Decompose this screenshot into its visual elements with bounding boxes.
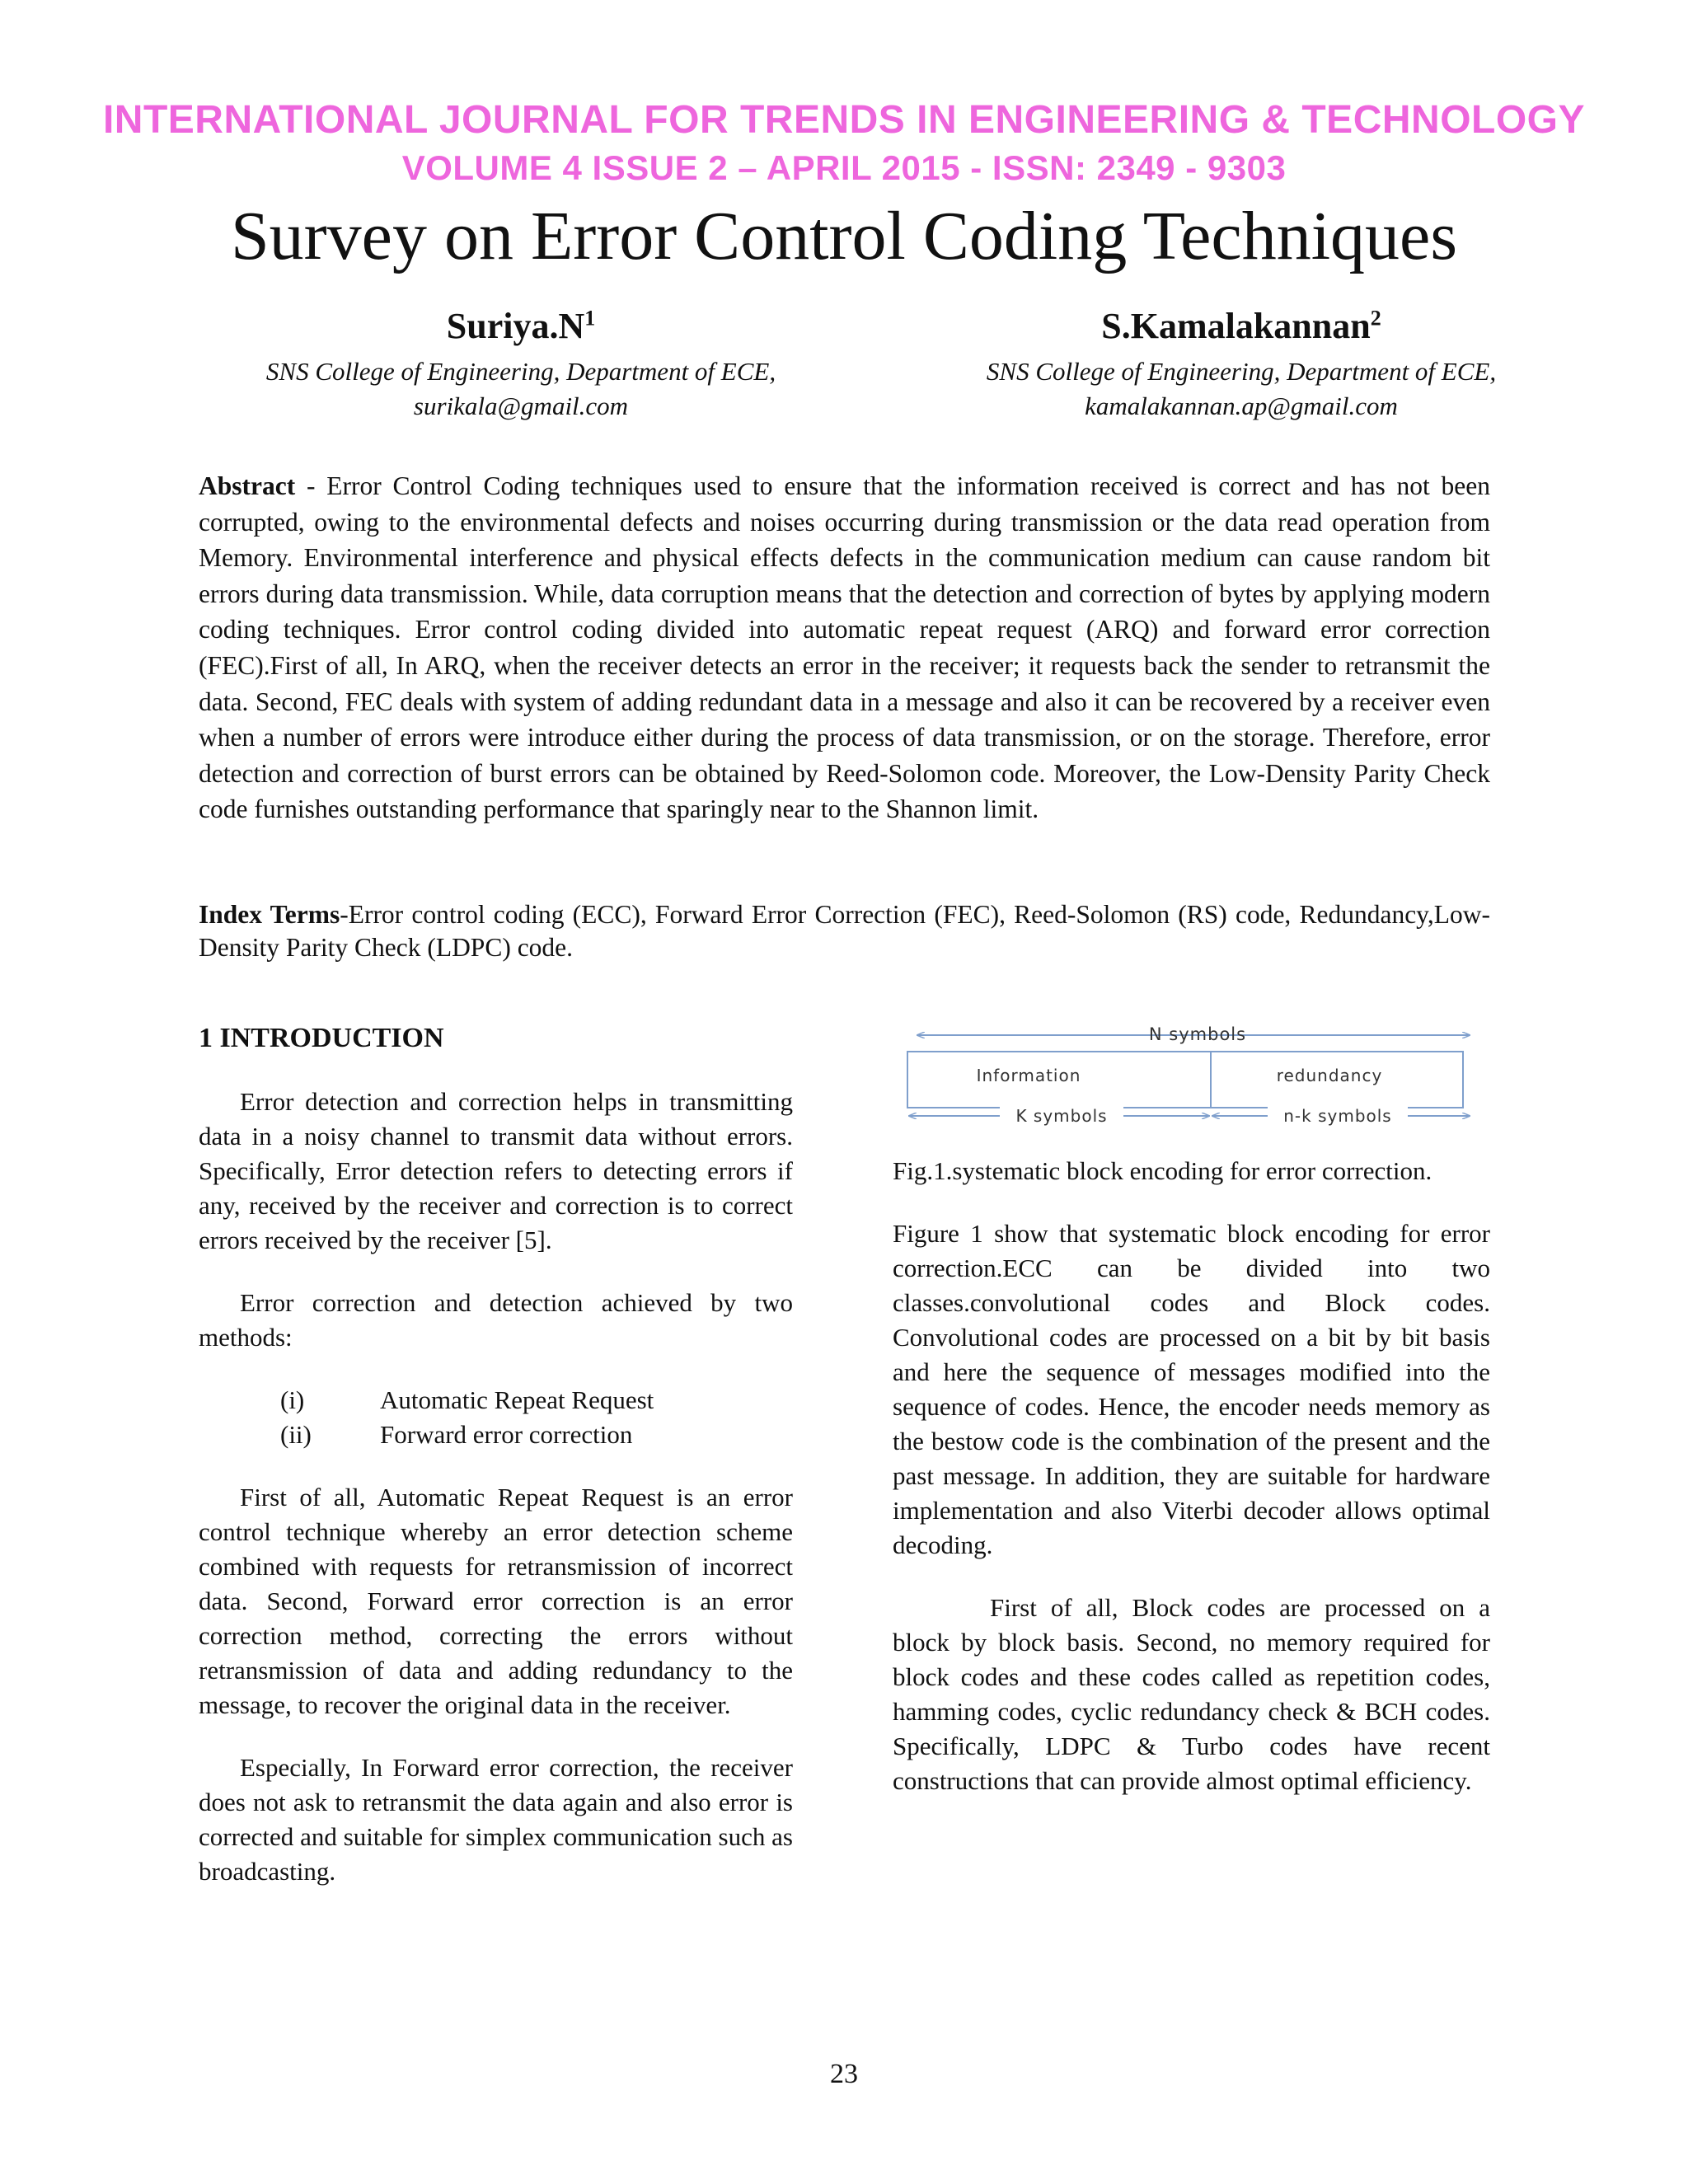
right-paragraph-1: Figure 1 show that systematic block encoding for error correction.ECC can be divided into two classes.convolutional codes and Block codes. Convolutional codes are processed on a bit by bit basis and here the sequence of messages modified into the sequence of codes. Hence, the encoder needs memory as the bestow code is the combination of the present and the past message. In addition, they are suitable for hardware implementation and also Viterbi decoder allows optimal decoding. — [893, 1219, 1490, 1559]
abstract-text: - Error Control Coding techniques used to ensure that the information received is correct and has not been corrupted, owing to the environmental defects and noises occurring during transmission or the data read operation from Memory. Environmental interference and physical effects defects in the communication medium can cause random bit errors during data transmission. While, data corruption means that the detection and correction of bytes by applying modern coding techniques. Error control coding divided into automatic repeat request (ARQ) and forward error correction (FEC).First of all, In ARQ, when the receiver detects an error in the receiver; it requests back the sender to retransmit the data. Second, FEC deals with system of adding redundant data in a message and also it can be recovered by a receiver even when a number of errors were introduce either during the process of data transmission, or on the storage. Therefore, error detection and correction of burst errors can be obtained by Reed-Solomon code. Moreover, the Low-Density Parity Check code furnishes outstanding performance that sparingly near to the Shannon limit. — [199, 471, 1490, 824]
author-2-email: kamalakannan.ap@gmail.com — [1085, 391, 1398, 420]
right-column — [893, 1154, 1490, 1826]
list-item-number: (i) — [280, 1385, 305, 1414]
list-item — [199, 1418, 793, 1452]
information-label: Information — [976, 1066, 1081, 1085]
author-1-email: surikala@gmail.com — [413, 391, 629, 420]
index-terms — [199, 898, 1490, 964]
left-column — [199, 1020, 793, 1917]
intro-paragraph-1: Error detection and correction helps in transmitting data in a noisy channel to transmit data without errors. Specifically, Error detection refers to detecting errors if any, received by the receiver and correction is to correct errors received by the receiver [5]. — [199, 1087, 793, 1254]
figure-1-diagram — [893, 1022, 1490, 1129]
list-item-text: Automatic Repeat Request — [380, 1385, 654, 1414]
right-paragraph-2: First of all, Block codes are processed on a block by block basis. Second, no memory required for block codes and these codes called as repetition codes, hamming codes, cyclic redundancy check & BCH codes. Specifically, LDPC & Turbo codes have recent constructions that can provide almost optimal efficiency. — [893, 1593, 1490, 1795]
author-1 — [150, 305, 892, 421]
n-symbols-label: N symbols — [1148, 1024, 1247, 1044]
author-1-name: $Suriya.N^1$ — [446, 306, 596, 346]
k-symbols-label: K symbols — [1015, 1106, 1108, 1126]
list-item-number: (ii) — [280, 1420, 312, 1449]
page-number: 23 — [830, 2059, 858, 2089]
author-2 — [870, 305, 1612, 421]
section-heading-introduction: 1 INTRODUCTION — [199, 1023, 444, 1053]
index-terms-text: -Error control coding (ECC), Forward Error Correction (FEC), Reed-Solomon (RS) code, Redundancy,Low- Density Parity Check (LDPC) code. — [199, 900, 1490, 962]
intro-paragraph-3: First of all, Automatic Repeat Request is an error control technique whereby an error detection scheme combined with requests for retransmission of incorrect data. Second, Forward error correction is an error correction method, correcting the errors without retransmission of data and adding redundancy to the message, to recover the original data in the receiver. — [199, 1483, 793, 1719]
journal-issue: VOLUME 4 ISSUE 2 – APRIL 2015 - ISSN: 2349 - 9303 — [401, 148, 1287, 187]
author-2-name: S.Kamalakannan$^2$ — [1101, 306, 1381, 346]
figure-1-caption: Fig.1.systematic block encoding for error correction. — [893, 1156, 1432, 1185]
nk-symbols-label: n-k symbols — [1283, 1106, 1392, 1126]
journal-name: INTERNATIONAL JOURNAL FOR TRENDS IN ENGINEERING & TECHNOLOGY — [102, 98, 1586, 142]
redundancy-label: redundancy — [1276, 1066, 1383, 1085]
list-item-text: Forward error correction — [380, 1420, 633, 1449]
author-1-affiliation: SNS College of Engineering, Department of ECE, — [265, 357, 776, 386]
paper-title: Survey on Error Control Coding Techniques — [230, 198, 1458, 274]
author-2-affiliation: SNS College of Engineering, Department of ECE, — [986, 357, 1497, 386]
abstract-label: Abstract — [199, 471, 296, 500]
index-terms-label: Index Terms — [199, 900, 340, 929]
list-item — [199, 1383, 793, 1418]
intro-paragraph-4: Especially, In Forward error correction, the receiver does not ask to retransmit the data again and also error is corrected and suitable for simplex communication such as broadcasting. — [199, 1753, 793, 1886]
intro-paragraph-2: Error correction and detection achieved by two methods: — [199, 1288, 793, 1352]
methods-list — [199, 1383, 793, 1452]
abstract — [199, 468, 1490, 827]
